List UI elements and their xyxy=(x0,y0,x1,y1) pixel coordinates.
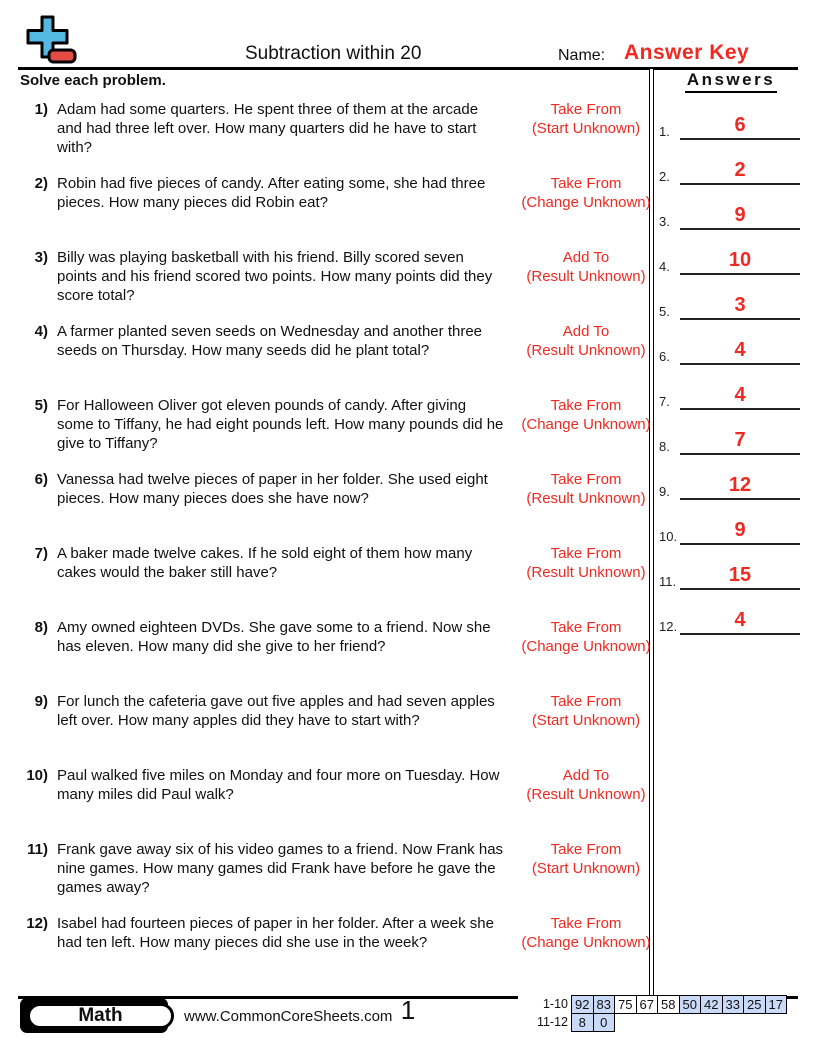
problem-category xyxy=(502,840,670,878)
problem-category xyxy=(502,322,670,360)
problem-text: A baker made twelve cakes. If he sold eight of them how many cakes would the baker still have? xyxy=(57,545,473,581)
problem-subtype: (Change Unknown) xyxy=(521,194,651,211)
problem-type: Take From xyxy=(550,915,622,932)
problem-type: Take From xyxy=(550,619,622,636)
answer-value: 12 xyxy=(728,474,752,496)
answer-number: 1. xyxy=(659,124,670,139)
answer-row xyxy=(656,239,806,275)
answer-number: 11. xyxy=(659,574,677,589)
problem-category xyxy=(502,766,670,804)
answer-blank-line xyxy=(680,498,800,500)
answer-blank-line xyxy=(680,138,800,140)
subject-badge: Math xyxy=(27,1003,174,1029)
problem-number: 1) xyxy=(34,101,48,118)
problem-subtype: (Result Unknown) xyxy=(526,490,646,507)
page-title: Subtraction within 20 xyxy=(245,43,422,64)
answer-row xyxy=(656,149,806,185)
answer-row xyxy=(656,554,806,590)
answer-blank-line xyxy=(680,273,800,275)
score-row-label: 11-12 xyxy=(518,1013,572,1032)
problem-text: Billy was playing basketball with his friend. Billy scored seven points and his friend scored two points. How many points did they score total? xyxy=(57,249,493,304)
problem-text: Robin had five pieces of candy. After eating some, she had three pieces. How many pieces did Robin eat? xyxy=(57,175,486,211)
answer-blank-line xyxy=(680,633,800,635)
answer-blank-line xyxy=(680,408,800,410)
answer-number: 5. xyxy=(659,304,670,319)
problem-text: A farmer planted seven seeds on Wednesday and another three seeds on Thursday. How many seeds did he plant total? xyxy=(57,323,483,359)
score-cell: 67 xyxy=(636,995,659,1014)
problem-category xyxy=(502,914,670,952)
answer-blank-line xyxy=(680,363,800,365)
answer-row xyxy=(656,329,806,365)
website-url: www.CommonCoreSheets.com xyxy=(184,1008,393,1025)
problem-number: 6) xyxy=(34,471,48,488)
score-row-label: 1-10 xyxy=(518,995,572,1014)
name-label: Name: xyxy=(558,47,606,64)
answer-number: 2. xyxy=(659,169,670,184)
answer-value: 4 xyxy=(734,384,746,406)
problem-subtype: (Start Unknown) xyxy=(531,860,641,877)
problem-category xyxy=(502,174,670,212)
problem-number: 7) xyxy=(34,545,48,562)
answer-number: 3. xyxy=(659,214,670,229)
score-cell: 25 xyxy=(743,995,766,1014)
answer-blank-line xyxy=(680,588,800,590)
problem-text: Vanessa had twelve pieces of paper in her folder. She used eight pieces. How many pieces does she have now? xyxy=(57,471,488,507)
plus-minus-logo-icon xyxy=(22,14,80,66)
answer-blank-line xyxy=(680,228,800,230)
answer-row xyxy=(656,509,806,545)
problem-text: For lunch the cafeteria gave out five apples and had seven apples left over. How many apples did they have to start with? xyxy=(57,693,495,729)
answer-row xyxy=(656,599,806,635)
answer-value: 15 xyxy=(728,564,752,586)
answer-row xyxy=(656,194,806,230)
problem-type: Take From xyxy=(550,693,622,710)
score-cell: 33 xyxy=(722,995,745,1014)
problem-number: 3) xyxy=(34,249,48,266)
problem-type: Take From xyxy=(550,471,622,488)
answer-value: 10 xyxy=(728,249,752,271)
problem-number: 9) xyxy=(34,693,48,710)
answers-heading: Answers xyxy=(685,70,777,93)
score-cell: 8 xyxy=(571,1013,594,1032)
problem-subtype: (Start Unknown) xyxy=(531,120,641,137)
answer-number: 7. xyxy=(659,394,670,409)
answer-value: 7 xyxy=(734,429,746,451)
score-cell: 58 xyxy=(657,995,680,1014)
answer-number: 12. xyxy=(659,619,678,634)
problem-number: 10) xyxy=(26,767,48,784)
problem-category xyxy=(502,618,670,656)
page-number: 1 xyxy=(400,995,416,1025)
answer-blank-line xyxy=(680,318,800,320)
answer-blank-line xyxy=(680,183,800,185)
problem-type: Take From xyxy=(550,101,622,118)
problem-type: Take From xyxy=(550,841,622,858)
score-cell: 83 xyxy=(593,995,616,1014)
problem-subtype: (Result Unknown) xyxy=(526,268,646,285)
problem-type: Add To xyxy=(562,323,610,340)
answer-blank-line xyxy=(680,453,800,455)
problem-subtype: (Change Unknown) xyxy=(521,934,651,951)
score-row xyxy=(518,1013,787,1032)
answer-number: 8. xyxy=(659,439,670,454)
problem-subtype: (Start Unknown) xyxy=(531,712,641,729)
problem-subtype: (Result Unknown) xyxy=(526,342,646,359)
score-cell: 92 xyxy=(571,995,594,1014)
problem-type: Take From xyxy=(550,545,622,562)
problem-type: Take From xyxy=(550,397,622,414)
answer-row xyxy=(656,104,806,140)
answer-number: 6. xyxy=(659,349,670,364)
problem-number: 12) xyxy=(26,915,48,932)
problem-category xyxy=(502,248,670,286)
problem-number: 11) xyxy=(27,841,48,858)
problem-type: Take From xyxy=(550,175,622,192)
score-cell: 42 xyxy=(700,995,723,1014)
problem-text: Paul walked five miles on Monday and four more on Tuesday. How many miles did Paul walk? xyxy=(57,767,500,803)
answer-row xyxy=(656,464,806,500)
score-cell: 0 xyxy=(593,1013,616,1032)
answer-number: 9. xyxy=(659,484,670,499)
answer-value: 9 xyxy=(734,204,746,226)
answer-row xyxy=(656,419,806,455)
problem-subtype: (Change Unknown) xyxy=(521,638,651,655)
problem-text: Frank gave away six of his video games to a friend. Now Frank has nine games. How many games did Frank have before he gave the games away? xyxy=(57,841,504,896)
answer-value: 6 xyxy=(734,114,746,136)
score-cell: 50 xyxy=(679,995,702,1014)
score-table xyxy=(518,995,787,1032)
answer-value: 2 xyxy=(734,159,746,181)
problem-number: 8) xyxy=(34,619,48,636)
problem-category xyxy=(502,692,670,730)
answer-row xyxy=(656,374,806,410)
problem-type: Add To xyxy=(562,249,610,266)
answer-value: 4 xyxy=(734,609,746,631)
answer-row xyxy=(656,284,806,320)
problem-subtype: (Result Unknown) xyxy=(526,564,646,581)
problem-subtype: (Result Unknown) xyxy=(526,786,646,803)
answer-number: 10. xyxy=(659,529,678,544)
score-cell: 17 xyxy=(765,995,788,1014)
instruction-text: Solve each problem. xyxy=(20,72,166,89)
problem-type: Add To xyxy=(562,767,610,784)
answer-value: 3 xyxy=(734,294,746,316)
problem-text: Isabel had fourteen pieces of paper in her folder. After a week she had ten left. How many pieces did she use in the week? xyxy=(57,915,494,951)
answer-value: 4 xyxy=(734,339,746,361)
problem-text: Amy owned eighteen DVDs. She gave some to a friend. Now she has eleven. How many did she give to her friend? xyxy=(57,619,491,655)
problem-number: 2) xyxy=(34,175,48,192)
problem-number: 5) xyxy=(34,397,48,414)
problem-category xyxy=(502,544,670,582)
score-cell: 75 xyxy=(614,995,637,1014)
problem-category xyxy=(502,470,670,508)
answer-key-label: Answer Key xyxy=(624,41,750,64)
problem-category xyxy=(502,100,670,138)
answer-blank-line xyxy=(680,543,800,545)
problem-text: For Halloween Oliver got eleven pounds of candy. After giving some to Tiffany, he had eight pounds left. How many pounds did he give to Tiffany? xyxy=(57,397,504,452)
answer-number: 4. xyxy=(659,259,670,274)
score-row xyxy=(518,995,787,1014)
problem-text: Adam had some quarters. He spent three of them at the arcade and had three left over. How many quarters did he have to start with? xyxy=(57,101,479,156)
problem-number: 4) xyxy=(34,323,48,340)
problem-subtype: (Change Unknown) xyxy=(521,416,651,433)
problem-category xyxy=(502,396,670,434)
answer-value: 9 xyxy=(734,519,746,541)
